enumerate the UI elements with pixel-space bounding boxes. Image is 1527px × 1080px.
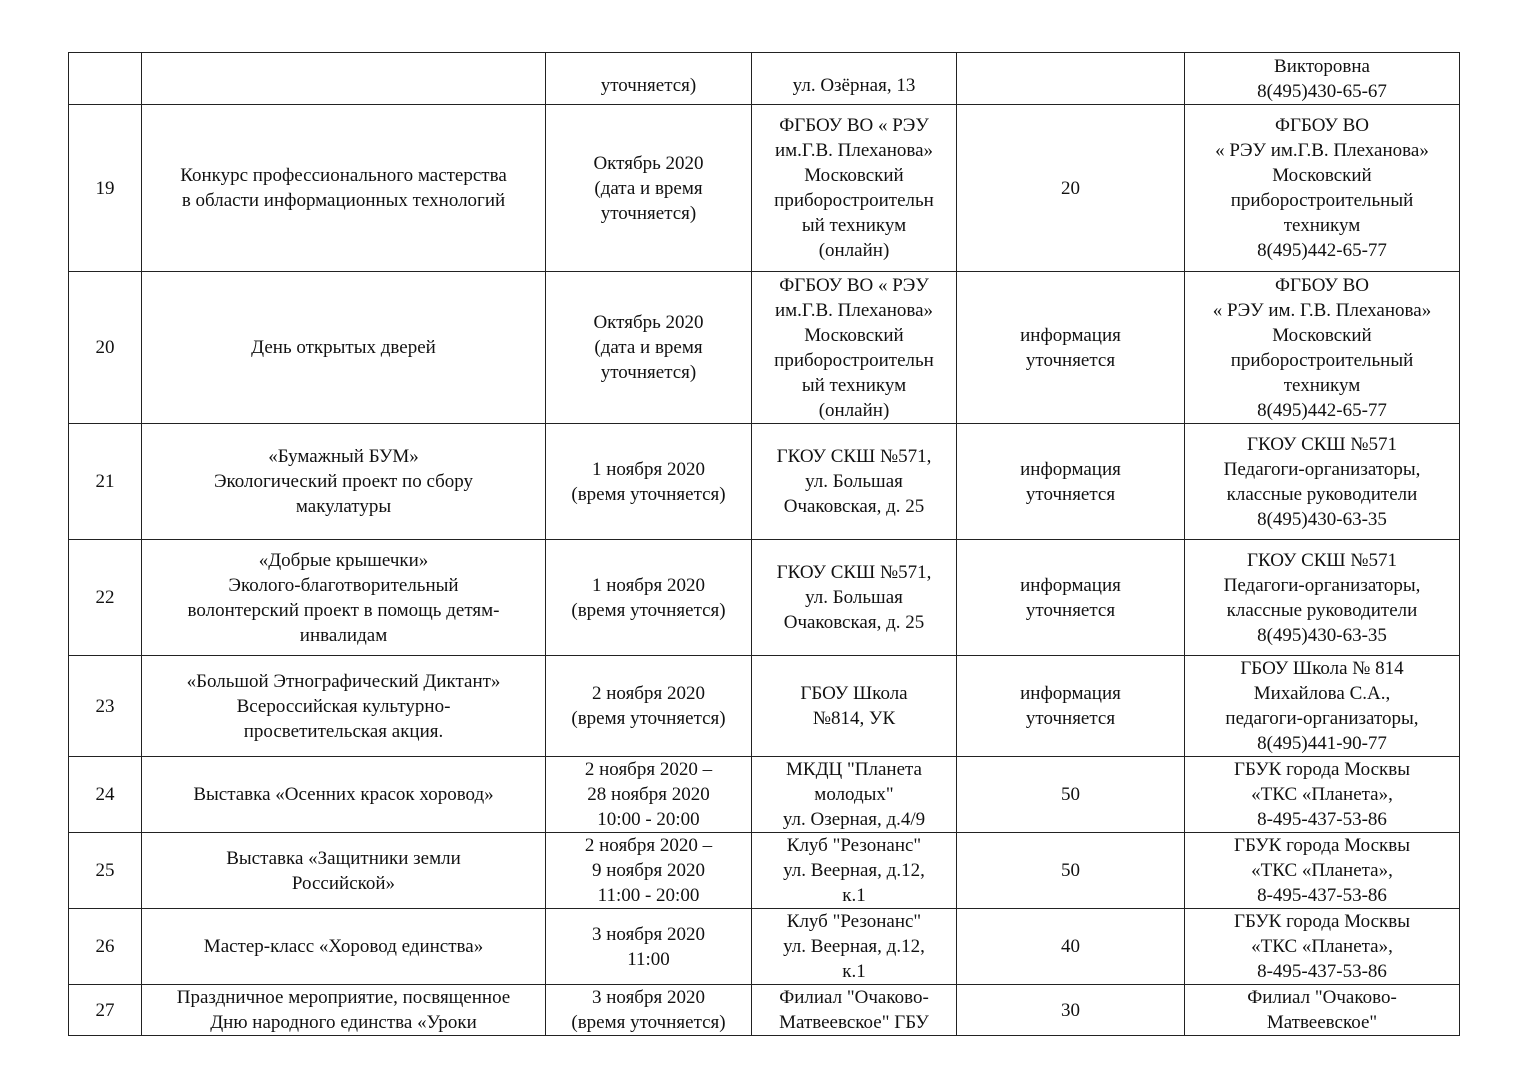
event-place: Клуб "Резонанс" ул. Веерная, д.12, к.1 — [752, 833, 957, 909]
event-date: Октябрь 2020 (дата и время уточняется) — [546, 105, 752, 272]
event-name: Праздничное мероприятие, посвященное Дню народного единства «Уроки — [142, 985, 546, 1036]
responsible-contact: ФГБОУ ВО « РЭУ им.Г.В. Плеханова» Московский приборостроительный техникум 8(495)442-65-77 — [1185, 105, 1460, 272]
event-name: «Бумажный БУМ» Экологический проект по сбору макулатуры — [142, 424, 546, 540]
row-number: 27 — [69, 985, 142, 1036]
event-date: 3 ноября 2020 (время уточняется) — [546, 985, 752, 1036]
event-date: 2 ноября 2020 – 28 ноября 2020 10:00 - 20:00 — [546, 757, 752, 833]
event-name: Мастер-класс «Хоровод единства» — [142, 909, 546, 985]
event-place: ГКОУ СКШ №571, ул. Большая Очаковская, д. 25 — [752, 424, 957, 540]
event-name: Выставка «Защитники земли Российской» — [142, 833, 546, 909]
participant-count: 50 — [957, 757, 1185, 833]
event-date: Октябрь 2020 (дата и время уточняется) — [546, 272, 752, 424]
responsible-contact: Викторовна 8(495)430-65-67 — [1185, 53, 1460, 105]
event-date: уточняется) — [546, 53, 752, 105]
event-place: МКДЦ "Планета молодых" ул. Озерная, д.4/9 — [752, 757, 957, 833]
event-place: ГКОУ СКШ №571, ул. Большая Очаковская, д. 25 — [752, 540, 957, 656]
event-name: «Добрые крышечки» Эколого-благотворительный волонтерский проект в помощь детям- инвалидам — [142, 540, 546, 656]
event-place: ул. Озёрная, 13 — [752, 53, 957, 105]
table-row — [69, 105, 1460, 272]
table-row — [69, 757, 1460, 833]
event-place: ФГБОУ ВО « РЭУ им.Г.В. Плеханова» Московский приборостроительн ый техникум (онлайн) — [752, 105, 957, 272]
row-number: 21 — [69, 424, 142, 540]
table-row — [69, 833, 1460, 909]
participant-count: информация уточняется — [957, 272, 1185, 424]
participant-count: 20 — [957, 105, 1185, 272]
participant-count: 40 — [957, 909, 1185, 985]
participant-count: информация уточняется — [957, 656, 1185, 757]
row-number: 23 — [69, 656, 142, 757]
responsible-contact: ГКОУ СКШ №571 Педагоги-организаторы, классные руководители 8(495)430-63-35 — [1185, 424, 1460, 540]
event-place: Филиал "Очаково- Матвеевское" ГБУ — [752, 985, 957, 1036]
event-date: 1 ноября 2020 (время уточняется) — [546, 540, 752, 656]
row-number: 20 — [69, 272, 142, 424]
event-name: День открытых дверей — [142, 272, 546, 424]
responsible-contact: ГБУК города Москвы «ТКС «Планета», 8-495-437-53-86 — [1185, 909, 1460, 985]
table-row — [69, 540, 1460, 656]
participant-count — [957, 53, 1185, 105]
event-name — [142, 53, 546, 105]
event-place: ГБОУ Школа №814, УК — [752, 656, 957, 757]
responsible-contact: ГКОУ СКШ №571 Педагоги-организаторы, классные руководители 8(495)430-63-35 — [1185, 540, 1460, 656]
row-number — [69, 53, 142, 105]
events-table — [68, 52, 1460, 1036]
row-number: 19 — [69, 105, 142, 272]
table-row — [69, 272, 1460, 424]
table-row — [69, 53, 1460, 105]
event-date: 1 ноября 2020 (время уточняется) — [546, 424, 752, 540]
table-row — [69, 909, 1460, 985]
row-number: 24 — [69, 757, 142, 833]
event-name: Конкурс профессионального мастерства в области информационных технологий — [142, 105, 546, 272]
event-date: 2 ноября 2020 – 9 ноября 2020 11:00 - 20:00 — [546, 833, 752, 909]
event-name: «Большой Этнографический Диктант» Всероссийская культурно- просветительская акция. — [142, 656, 546, 757]
responsible-contact: ГБОУ Школа № 814 Михайлова С.А., педагоги-организаторы, 8(495)441-90-77 — [1185, 656, 1460, 757]
row-number: 25 — [69, 833, 142, 909]
event-place: Клуб "Резонанс" ул. Веерная, д.12, к.1 — [752, 909, 957, 985]
participant-count: информация уточняется — [957, 424, 1185, 540]
event-place: ФГБОУ ВО « РЭУ им.Г.В. Плеханова» Московский приборостроительн ый техникум (онлайн) — [752, 272, 957, 424]
row-number: 26 — [69, 909, 142, 985]
document-page — [68, 52, 1459, 1036]
row-number: 22 — [69, 540, 142, 656]
table-row — [69, 656, 1460, 757]
responsible-contact: ФГБОУ ВО « РЭУ им. Г.В. Плеханова» Московский приборостроительный техникум 8(495)442-65-77 — [1185, 272, 1460, 424]
event-name: Выставка «Осенних красок хоровод» — [142, 757, 546, 833]
responsible-contact: Филиал "Очаково- Матвеевское" — [1185, 985, 1460, 1036]
table-row — [69, 985, 1460, 1036]
event-date: 3 ноября 2020 11:00 — [546, 909, 752, 985]
table-row — [69, 424, 1460, 540]
participant-count: 50 — [957, 833, 1185, 909]
participant-count: информация уточняется — [957, 540, 1185, 656]
responsible-contact: ГБУК города Москвы «ТКС «Планета», 8-495-437-53-86 — [1185, 833, 1460, 909]
event-date: 2 ноября 2020 (время уточняется) — [546, 656, 752, 757]
participant-count: 30 — [957, 985, 1185, 1036]
responsible-contact: ГБУК города Москвы «ТКС «Планета», 8-495-437-53-86 — [1185, 757, 1460, 833]
